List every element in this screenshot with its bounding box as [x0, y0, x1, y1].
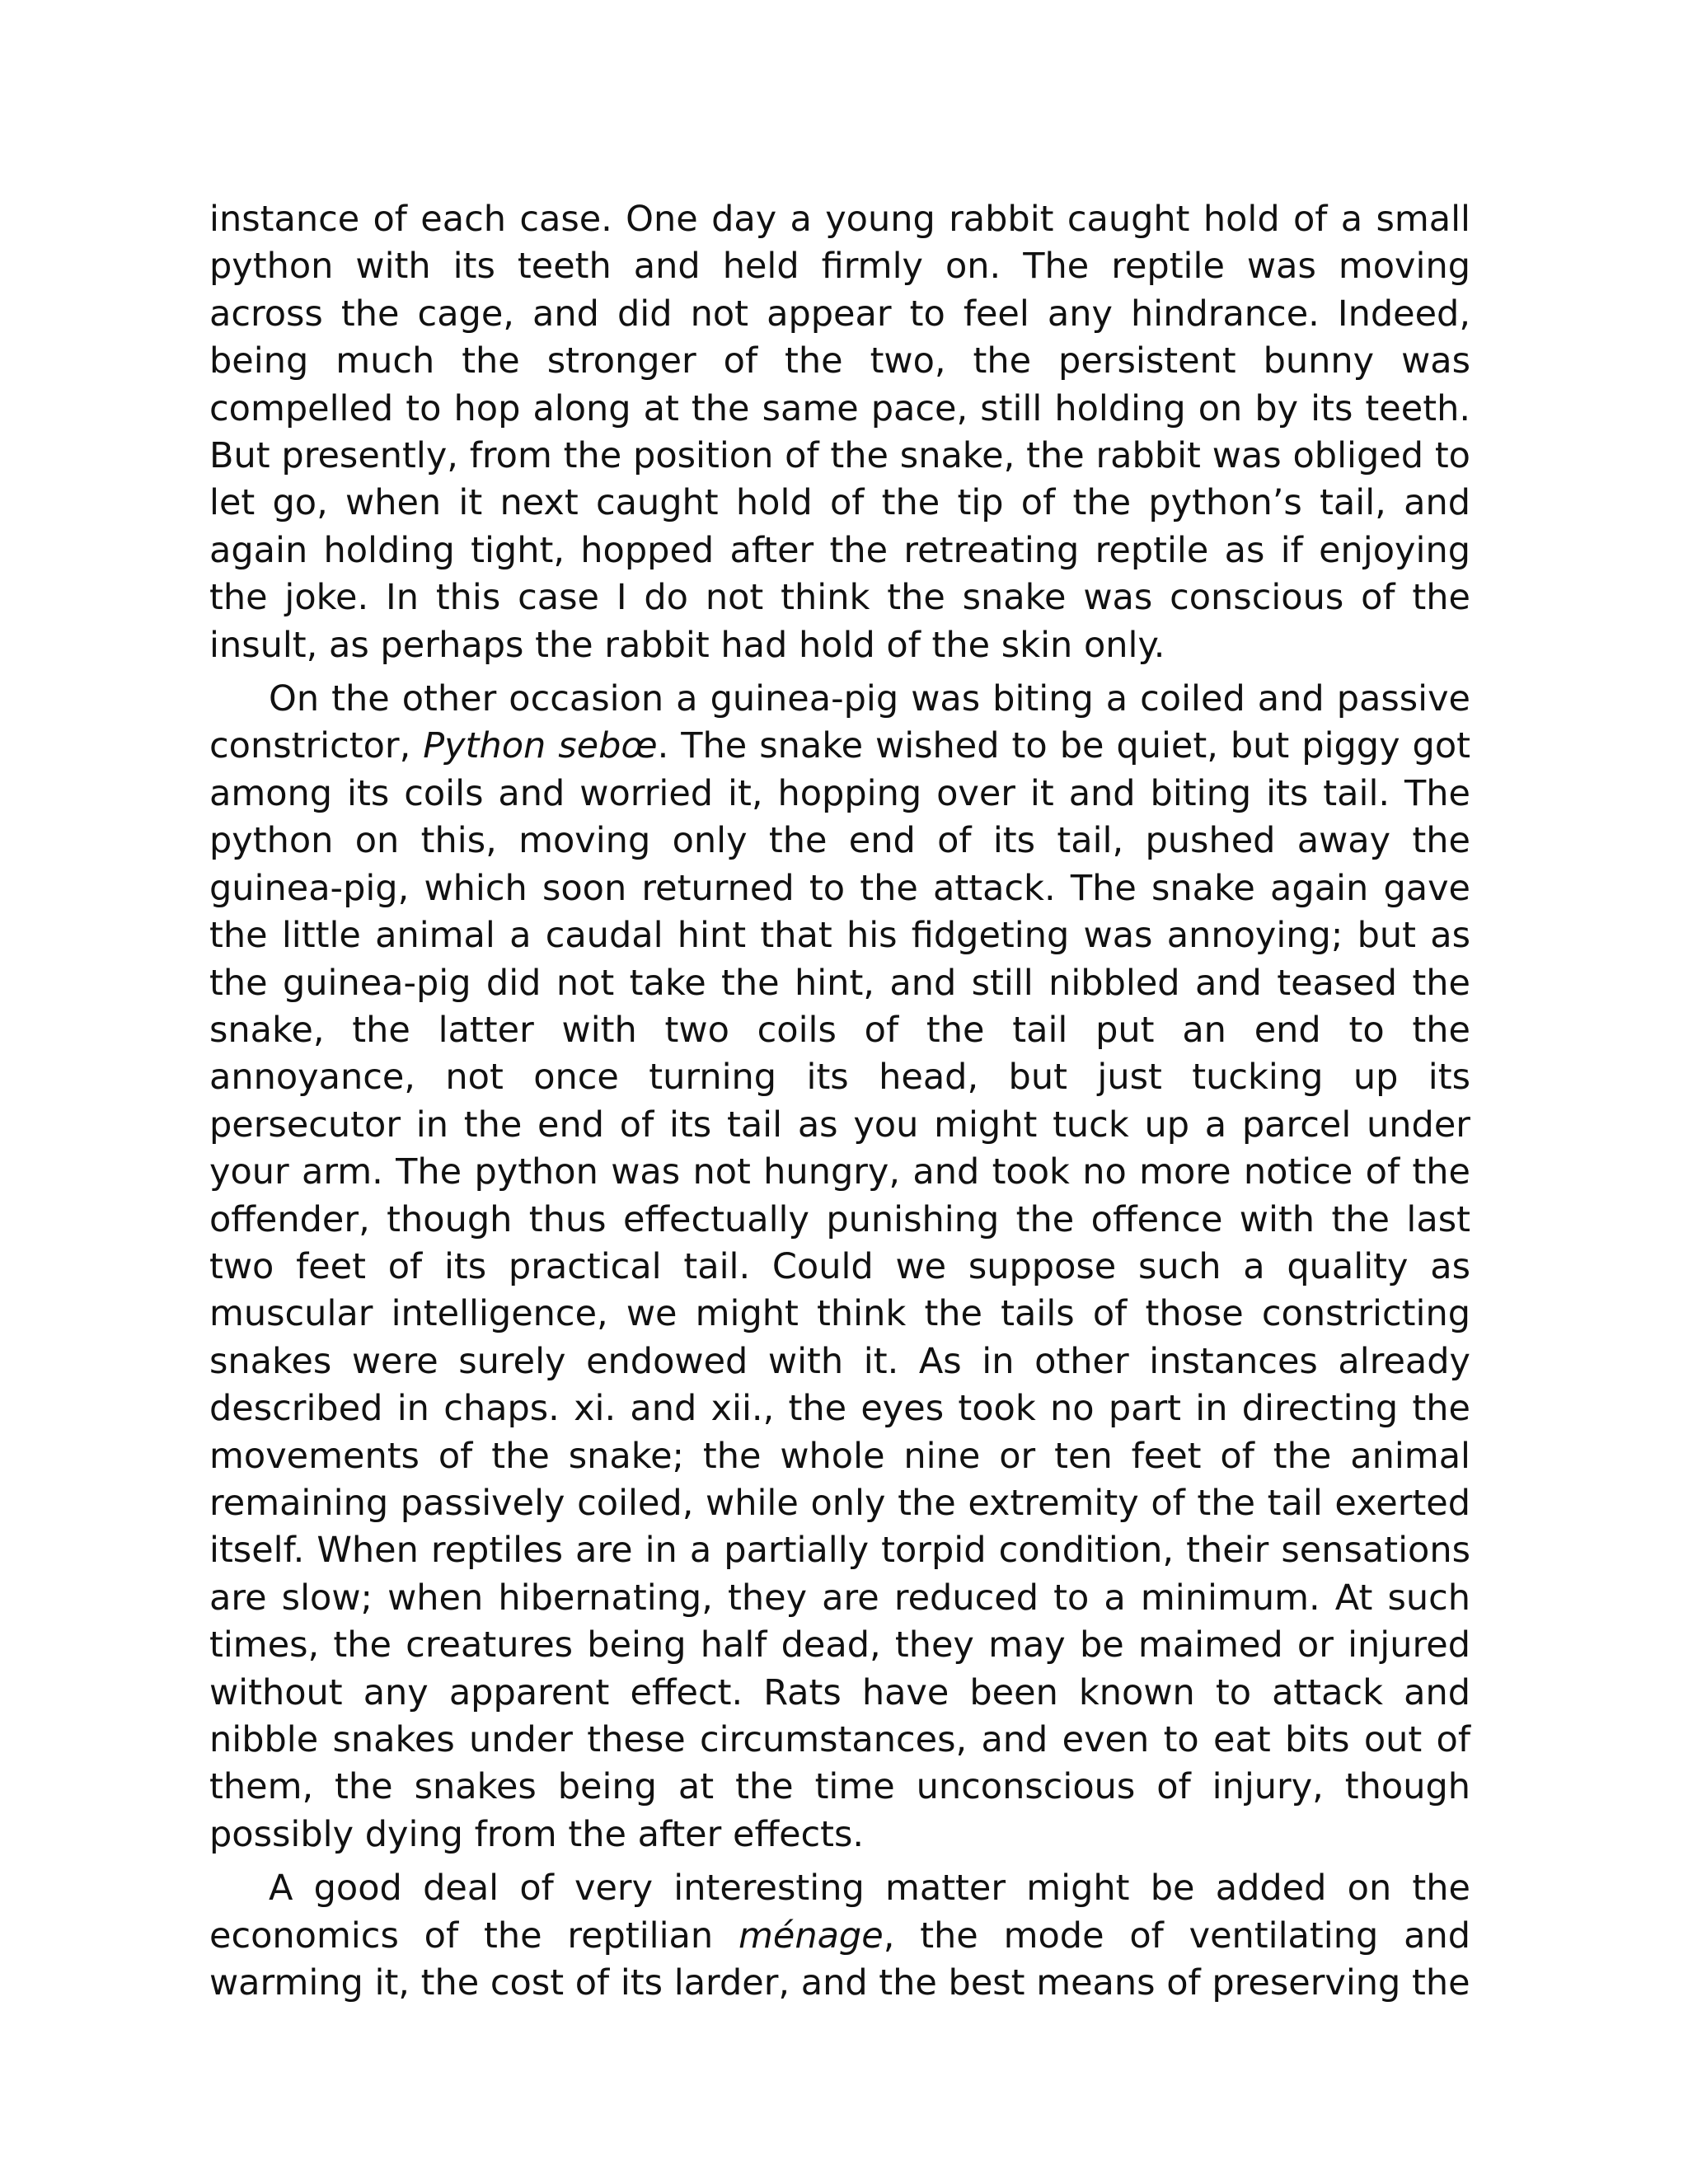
paragraph-2-text-b: . The snake wished to be quiet, but piggy got among its coils and worried it, hopping over it and biting its tail. The python on this, moving only the end of its tail, pushed away the guinea-pig, which soon returned to the attack. The snake again gave the little animal a caudal hint that his fidgeting was annoying; but as the guinea-pig did not take the hint, and still nibbled and teased the snake, the latter with two coils of the tail put an end to the annoyance, not once turning its head, but just tucking up its persecutor in the end of its tail as you might tuck up a parcel under your arm. The python was not hungry, and took no more notice of the offender, though thus effectually punishing the offence with the last two feet of its practical tail. Could we suppose such a quality as muscular intelligence, we might think the tails of those constricting snakes were surely endowed with it. As in other instances already described in chaps. xi. and xii., the eyes took no part in directing the movements of the snake; the whole nine or ten feet of the animal remaining passively coiled, while only the extremity of the tail exerted itself. When reptiles are in a partially torpid condition, their sensations are slow; when hibernating, they are reduced to a minimum. At such times, the creatures being half dead, they may be maimed or injured without any apparent effect. Rats have been known to attack and nibble snakes under these circumstances, and even to eat bits out of them, the snakes being at the time unconscious of injury, though possibly dying from the after effects.	[209, 725, 1470, 1855]
body-text	[209, 196, 1470, 2013]
paragraph-1-text: instance of each case. One day a young rabbit caught hold of a small python with its teeth and held firmly on. The reptile was moving across the cage, and did not appear to feel any hindrance. Indeed, being much the stronger of the two, the persistent bunny was compelled to hop along at the same pace, still holding on by its teeth. But presently, from the position of the snake, the rabbit was obliged to let go, when it next caught hold of the tip of the python’s tail, and again holding tight, hopped after the retreating reptile as if enjoying the joke. In this case I do not think the snake was conscious of the insult, as perhaps the rabbit had hold of the skin only.	[209, 199, 1470, 666]
paragraph-1	[209, 196, 1470, 669]
species-name-italic: Python sebœ	[423, 725, 658, 767]
paragraph-2-text-a: On the other occasion a guinea-pig was biting a coiled and passive constrictor,	[209, 678, 1470, 767]
paragraph-3	[209, 1865, 1470, 2007]
menage-italic: ménage	[738, 1915, 884, 1957]
paragraph-3-text-a: A good deal of very interesting matter might be added on the economics of the reptilian	[209, 1868, 1470, 1957]
paragraph-2	[209, 676, 1470, 1858]
paragraph-3-text-b: , the mode of ventilating and warming it, the cost of its larder, and the best means of preserving the	[209, 1915, 1470, 2004]
